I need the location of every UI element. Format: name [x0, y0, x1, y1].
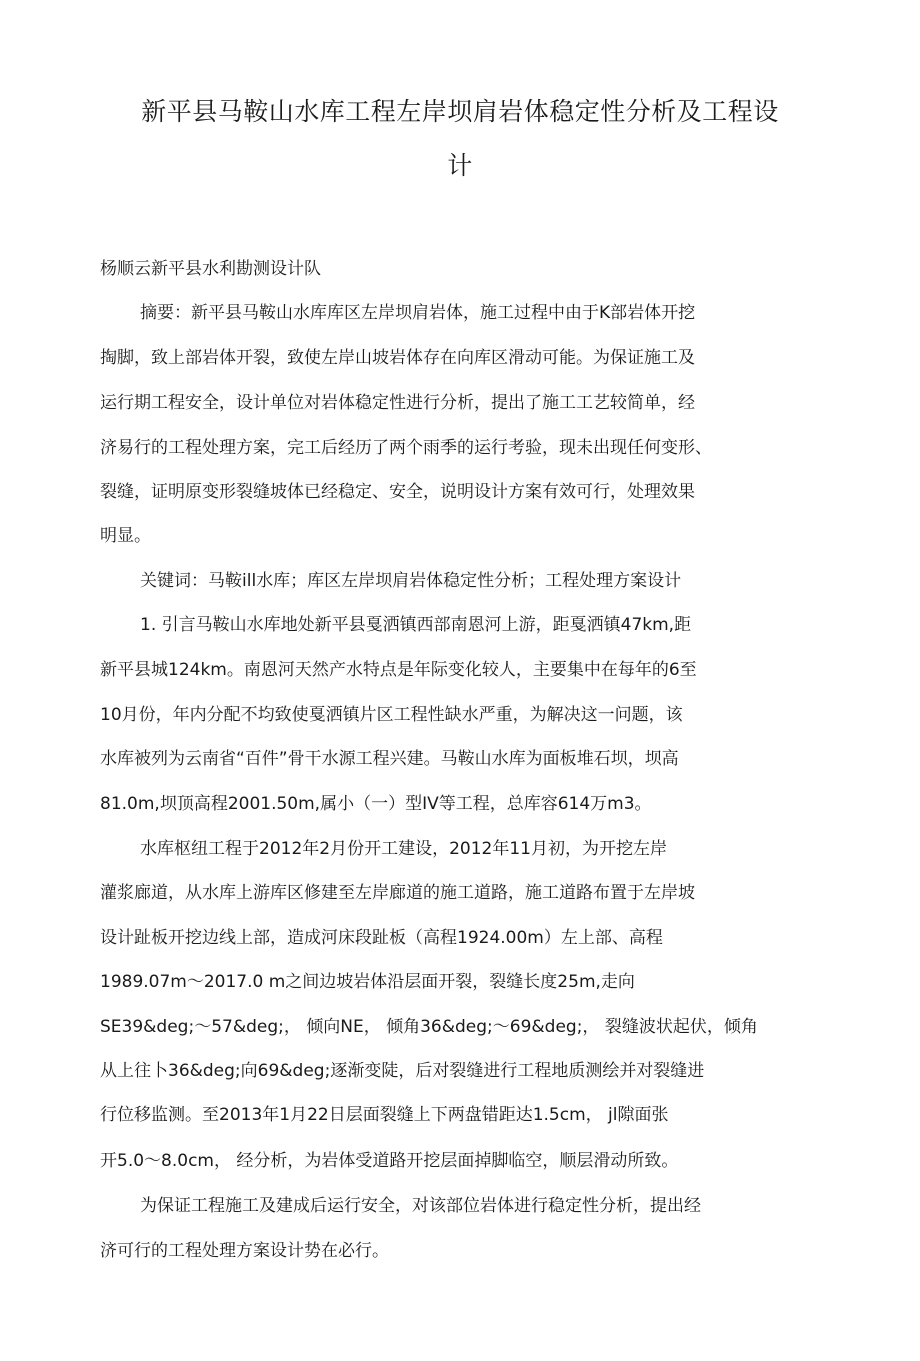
intro-line: 水库被列为云南省“百件”骨干水源工程兴建。马鞍山水库为面板堆石坝，坝高: [100, 749, 679, 769]
intro-line: 10月份，年内分配不均致使戛洒镇片区工程性缺水严重，为解决这一问题，该: [100, 705, 683, 725]
body-line: 灌浆廊道，从水库上游库区修建至左岸廊道的施工道路，施工道路布置于左岸坡: [100, 883, 695, 903]
body-line: 为保证工程施工及建成后运行安全，对该部位岩体进行稳定性分析，提出经: [140, 1196, 701, 1216]
body-line: SE39&deg;～57&deg;， 倾向NE， 倾角36&deg;～69&deg;， 裂缝波状起伏，倾角: [100, 1017, 758, 1037]
abstract-line: 明显。: [100, 526, 151, 546]
body-line: 行位移监测。至2013年1月22日层面裂缝上下两盘错距达1.5cm， jl隙面张: [100, 1105, 669, 1125]
body-line: 水库枢纽工程于2012年2月份开工建设，2012年11月初，为开挖左岸: [140, 839, 667, 859]
abstract-line: 掏脚，致上部岩体开裂，致使左岸山坡岩体存在向库区滑动可能。为保证施工及: [100, 348, 695, 368]
title-line-2: 计: [447, 151, 473, 180]
intro-line: 1. 引言马鞍山水库地处新平县戛洒镇西部南恩河上游，距戛洒镇47km,距: [140, 615, 692, 635]
author-line: 杨顺云新平县水利勘测设计队: [100, 259, 321, 279]
abstract-line: 运行期工程安全，设计单位对岩体稳定性进行分析，提出了施工工艺较简单，经: [100, 393, 695, 413]
intro-line: 81.0m,坝顶高程2001.50m,属小（一）型IV等工程，总库容614万m3。: [100, 794, 652, 814]
abstract-line: 摘要：新平县马鞍山水库库区左岸坝肩岩体，施工过程中由于K部岩体开挖: [140, 303, 696, 323]
body-line: 1989.07m～2017.0 m之间边坡岩体沿层面开裂，裂缝长度25m,走向: [100, 972, 635, 992]
body-line: 开5.0～8.0cm， 经分析，为岩体受道路开挖层面掉脚临空，顺层滑动所致。: [100, 1151, 679, 1171]
body-line: 济可行的工程处理方案设计势在必行。: [100, 1241, 389, 1261]
abstract-line: 济易行的工程处理方案，完工后经历了两个雨季的运行考验，现未出现任何变形、: [100, 438, 712, 458]
keywords-line: 关键词：马鞍ill水库；库区左岸坝肩岩体稳定性分析；工程处理方案设计: [140, 571, 682, 591]
title-line-1: 新平县马鞍山水库工程左岸坝肩岩体稳定性分析及工程设: [141, 97, 779, 126]
abstract-line: 裂缝，证明原变形裂缝坡体已经稳定、安全，说明设计方案有效可行，处理效果: [100, 482, 695, 502]
body-line: 从上往卜36&deg;向69&deg;逐渐变陡，后对裂缝进行工程地质测绘并对裂缝进: [100, 1061, 705, 1081]
intro-line: 新平县城124km。南恩河天然产水特点是年际变化较人，主要集中在每年的6至: [100, 660, 697, 680]
body-line: 设计趾板开挖边线上部，造成河床段趾板（高程1924.00m）左上部、高程: [100, 928, 663, 948]
